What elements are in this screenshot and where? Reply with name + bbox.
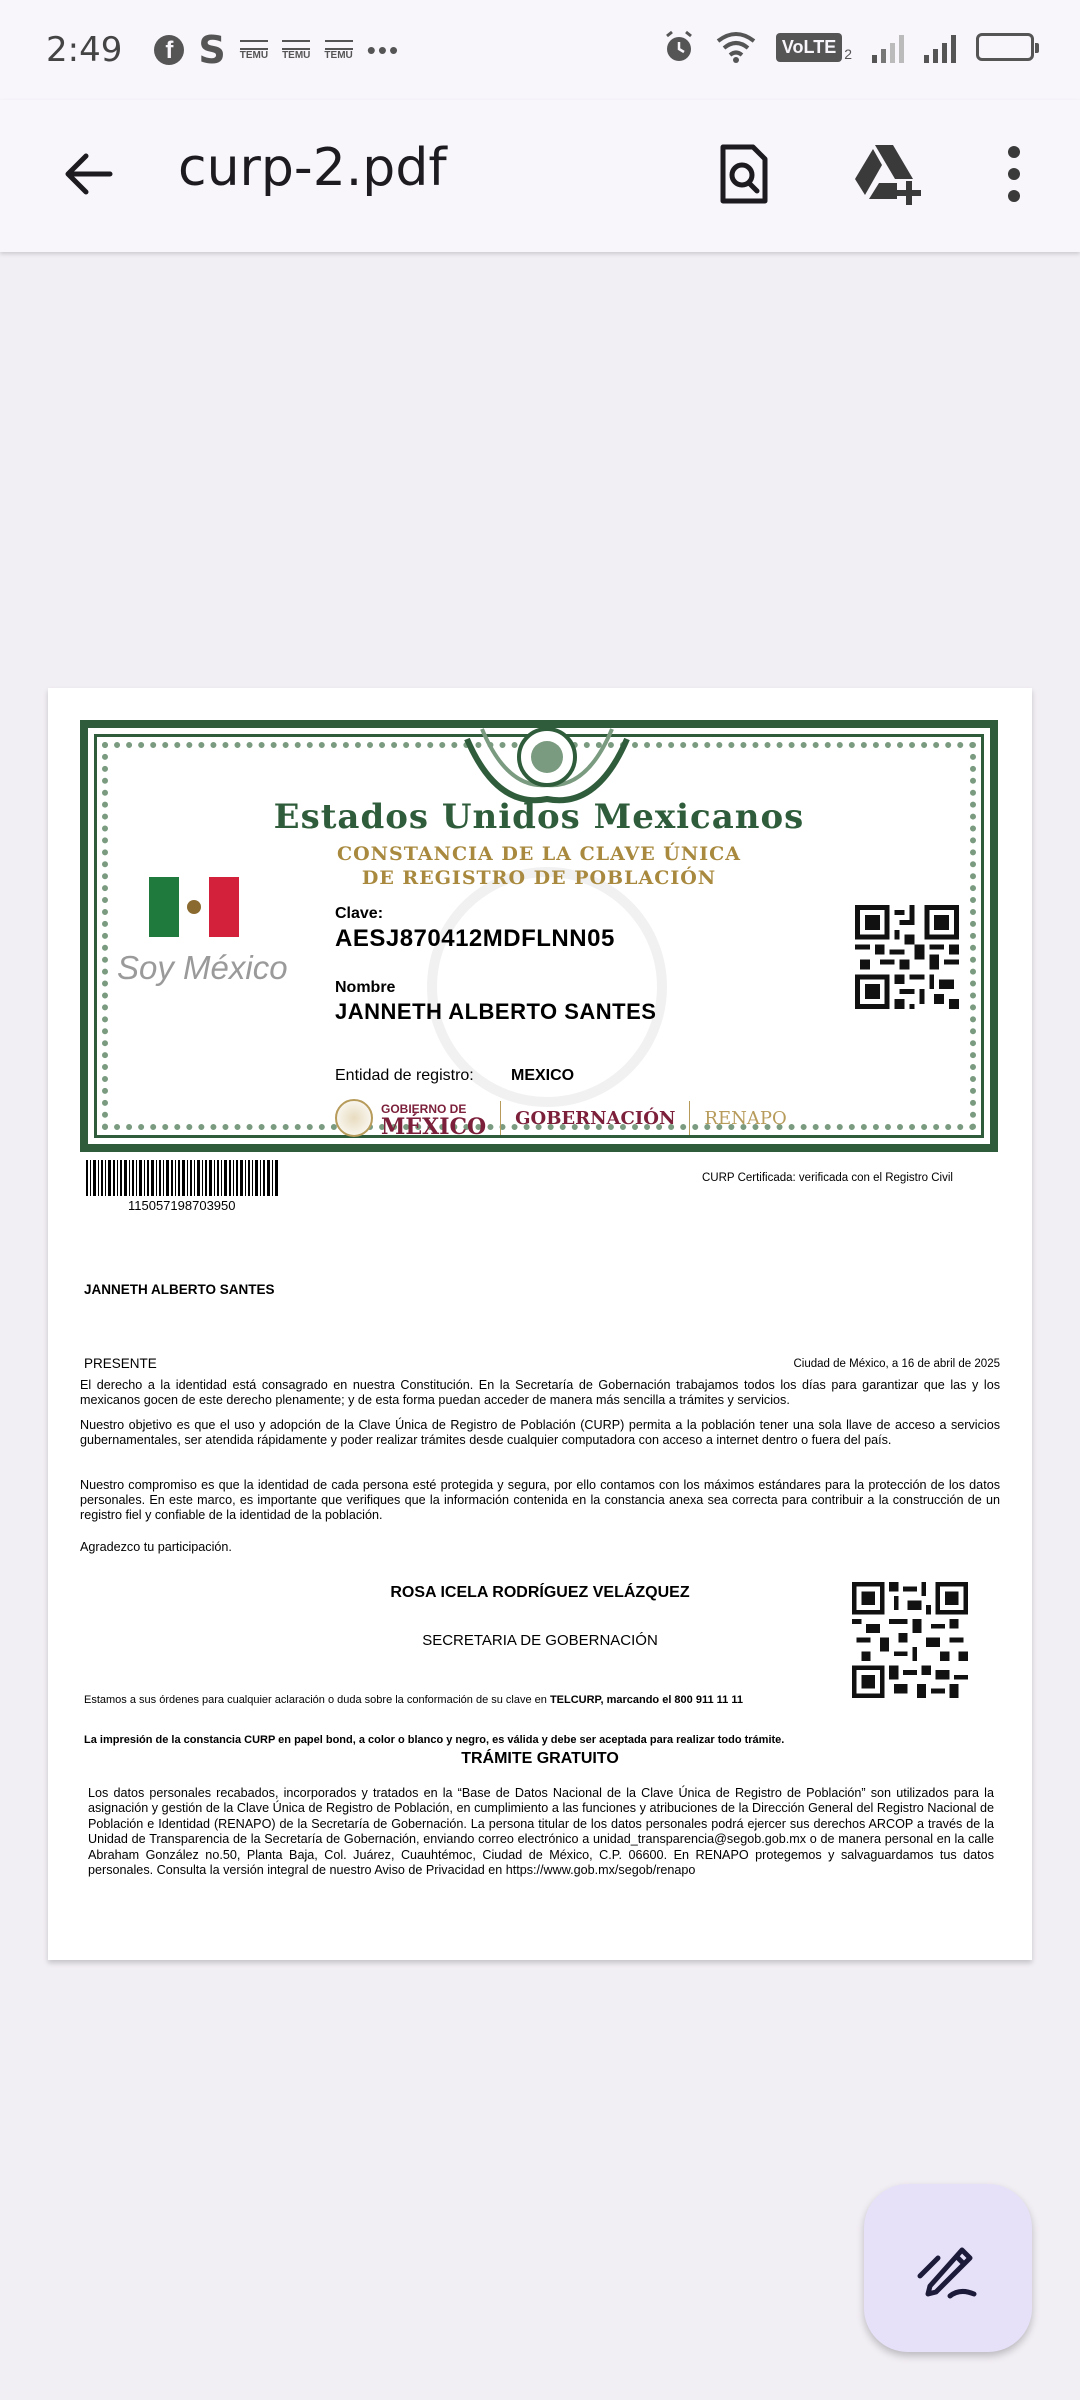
status-right bbox=[662, 30, 1034, 64]
document-title: curp-2.pdf bbox=[178, 138, 447, 198]
letter-paragraph-3: Nuestro compromiso es que la identidad de cada persona esté protegida y segura, por ello contamos con los máximos estándares para la protección de los datos personales. En este marco, es importante que verifiques que la información contenida en la constancia anexa sea correcta para contribuir a la construcción de un registro fiel y confiable de la identidad de la población. bbox=[80, 1478, 1000, 1522]
gobierno-logo-line2: MÉXICO bbox=[381, 1114, 487, 1140]
temu-label: TEMU bbox=[282, 49, 311, 61]
letter-paragraph-2: Nuestro objetivo es que el uso y adopción de la Clave Única de Registro de Población (CURP) permita a la población tener una sola llave de acceso a servicios gubernamentales, ser atendida rápidamente y poder realizar trámites desde cualquier computadora con acceso a internet dentro o fuera del país. bbox=[80, 1418, 1000, 1447]
nombre-value: JANNETH ALBERTO SANTES bbox=[335, 999, 657, 1024]
national-emblem-icon bbox=[457, 719, 637, 809]
letter-paragraph-1: El derecho a la identidad está consagrado en nuestra Constitución. En la Secretaría de Gobernación trabajamos todos los días para garantizar que las y los mexicanos gocen de este derecho plenamente; y de esta forma puedan acceder de manera más sencilla a trámites y servicios. bbox=[80, 1378, 1000, 1407]
contact-text: Estamos a sus órdenes para cualquier aclaración o duda sobre la conformación de su clave en bbox=[84, 1694, 550, 1706]
gobierno-de-mexico-logo bbox=[335, 1099, 487, 1140]
clave-label: Clave: bbox=[335, 905, 384, 922]
search-document-button[interactable] bbox=[702, 132, 786, 216]
letter-paragraph-4: Agradezco tu participación. bbox=[80, 1540, 232, 1554]
signal-icon-sim2 bbox=[872, 31, 904, 63]
signal-icon-sim1 bbox=[924, 31, 956, 63]
contact-line bbox=[84, 1694, 743, 1706]
volte-badge bbox=[776, 33, 852, 62]
pdf-page[interactable] bbox=[48, 688, 1032, 1960]
status-left bbox=[46, 28, 400, 72]
qr-code-icon bbox=[855, 905, 959, 1009]
more-options-button[interactable] bbox=[972, 132, 1056, 216]
gobierno-logo-text bbox=[381, 1100, 487, 1140]
certificate-title: Estados Unidos Mexicanos bbox=[273, 797, 805, 837]
signer-name: ROSA ICELA RODRÍGUEZ VELÁZQUEZ bbox=[390, 1584, 690, 1601]
signer-title: SECRETARIA DE GOBERNACIÓN bbox=[422, 1632, 658, 1649]
nombre-label: Nombre bbox=[335, 979, 396, 996]
logo-divider bbox=[500, 1101, 501, 1135]
facebook-icon: f bbox=[154, 35, 184, 65]
privacy-notice: Los datos personales recabados, incorporados y tratados en la “Base de Datos Nacional de la Clave Única de Registro de Población” son utilizados para la asignación y gestión de la Clave Única de Registro de Población, en cumplimiento a las funciones y atribuciones de la Dirección General del Registro Nacional de Población e Identidad (RENAPO) de la Secretaría de Gobernación. La persona titular de los datos personales podrá ejercer sus derechos ARCOP a través de la Unidad de Transparencia de la Secretaría de Gobernación, enviando correo electrónico a unidad_transparencia@segob.gob.mx o de manera personal en la calle Abraham González no.50, Planta Baja, Col. Juárez, Cuauhtémoc, Ciudad de México, C.P. 06600. En RENAPO protegemos y salvaguardamos tus datos personales. Consulta la versión integral de nuestro Aviso de Privacidad en https://www.gob.mx/segob/renapo bbox=[88, 1786, 994, 1878]
mexico-flag-icon bbox=[149, 877, 239, 937]
curp-certificada-note: CURP Certificada: verificada con el Registro Civil bbox=[702, 1172, 953, 1184]
add-to-drive-icon bbox=[853, 143, 923, 205]
search-document-icon bbox=[717, 143, 771, 205]
temu-icon bbox=[282, 40, 310, 61]
wifi-icon bbox=[716, 31, 756, 63]
barcode-number: 115057198703950 bbox=[128, 1198, 236, 1213]
renapo-logo: RENAPO bbox=[704, 1107, 787, 1129]
more-vert-icon bbox=[1004, 144, 1024, 204]
soy-mexico-logo: Soy México bbox=[117, 949, 288, 986]
more-notifications-icon: ••• bbox=[366, 34, 401, 65]
temu-label: TEMU bbox=[324, 49, 353, 61]
back-button[interactable] bbox=[52, 138, 124, 210]
certificate-subtitle-1: CONSTANCIA DE LA CLAVE ÚNICA bbox=[337, 843, 741, 865]
gobierno-seal-icon bbox=[335, 1099, 373, 1137]
volte-label: VoLTE bbox=[776, 33, 842, 62]
logo-divider bbox=[689, 1101, 690, 1135]
recipient-name: JANNETH ALBERTO SANTES bbox=[84, 1282, 275, 1297]
volte-sim: 2 bbox=[844, 45, 852, 62]
tramite-gratuito: TRÁMITE GRATUITO bbox=[461, 1750, 619, 1767]
letter-date: Ciudad de México, a 16 de abril de 2025 bbox=[793, 1358, 1000, 1370]
status-bar bbox=[0, 0, 1080, 100]
government-logos bbox=[335, 1099, 787, 1140]
alarm-icon bbox=[662, 30, 696, 64]
clave-value: AESJ870412MDFLNN05 bbox=[335, 925, 615, 952]
temu-icon bbox=[240, 40, 268, 61]
edit-pen-icon bbox=[916, 2236, 980, 2300]
presente-label: PRESENTE bbox=[84, 1356, 157, 1371]
qr-code-icon bbox=[852, 1582, 968, 1698]
curp-certificate-card bbox=[80, 720, 998, 1152]
battery-icon bbox=[976, 33, 1034, 61]
temu-icon bbox=[324, 40, 352, 61]
app-bar bbox=[0, 100, 1080, 252]
temu-label: TEMU bbox=[239, 49, 269, 61]
certificate-inner-frame bbox=[94, 734, 984, 1138]
status-time: 2:49 bbox=[46, 30, 123, 70]
arrow-back-icon bbox=[62, 148, 114, 200]
edit-fab-button[interactable] bbox=[864, 2184, 1032, 2352]
gobernacion-logo: GOBERNACIÓN bbox=[515, 1107, 676, 1129]
entidad-label: Entidad de registro: bbox=[335, 1067, 474, 1084]
s-icon: S bbox=[198, 28, 226, 72]
gobierno-logo-line1: GOBIERNO DE bbox=[381, 1102, 467, 1116]
impresion-note: La impresión de la constancia CURP en papel bond, a color o blanco y negro, es válida y debe ser aceptada para realizar todo trámite. bbox=[84, 1734, 785, 1746]
add-to-drive-button[interactable] bbox=[846, 132, 930, 216]
barcode-icon bbox=[86, 1160, 278, 1196]
contact-phone: TELCURP, marcando el 800 911 11 11 bbox=[549, 1694, 743, 1706]
certificate-subtitle-2: DE REGISTRO DE POBLACIÓN bbox=[361, 867, 717, 889]
entidad-value: MEXICO bbox=[511, 1067, 575, 1084]
